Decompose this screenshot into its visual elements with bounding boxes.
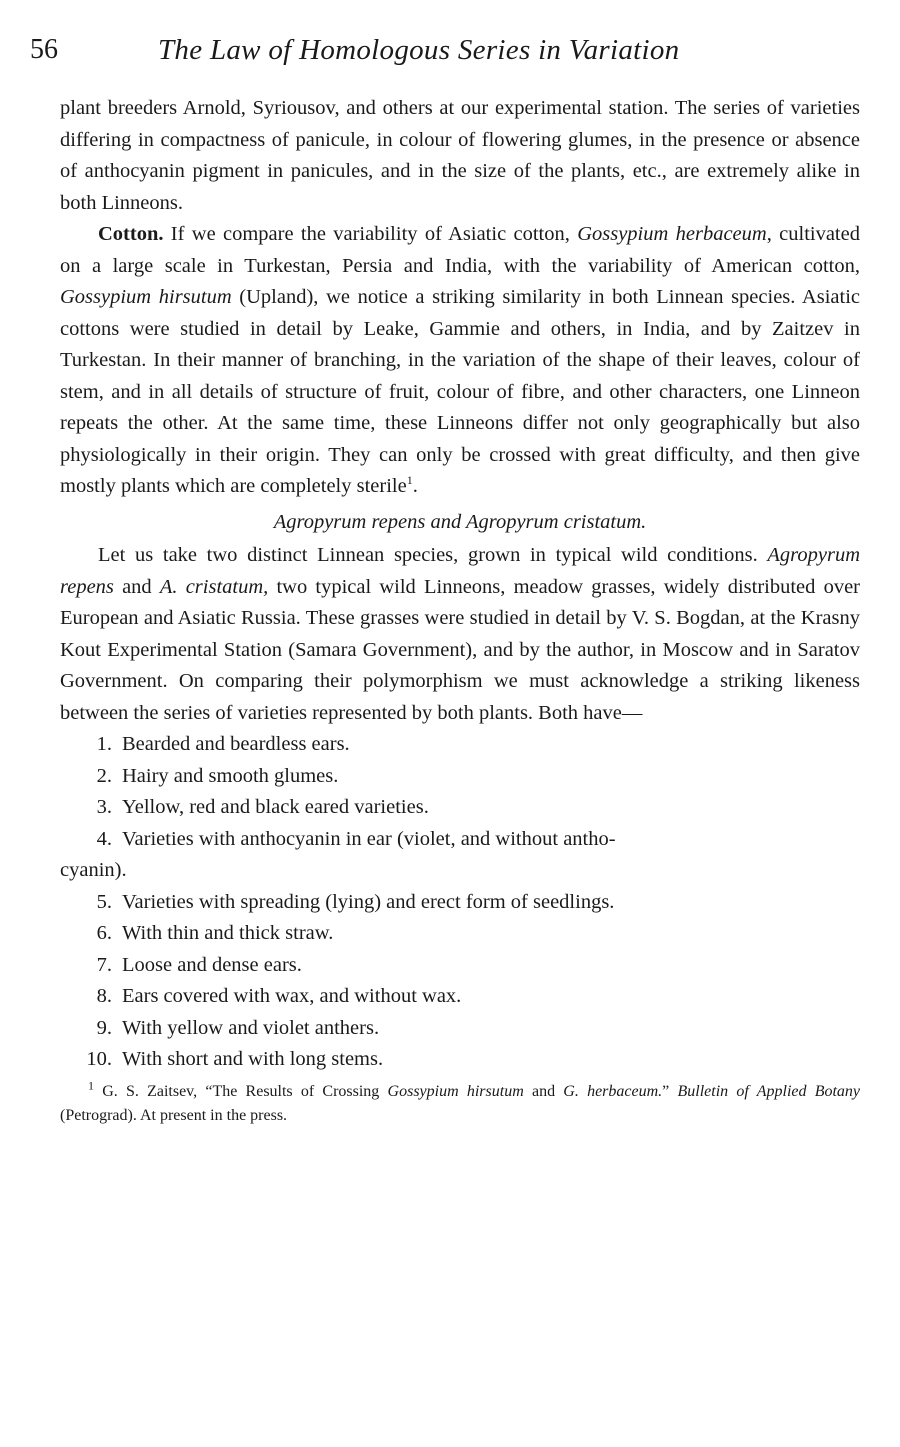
variety-list xyxy=(60,729,860,1076)
footnote xyxy=(60,1080,860,1128)
text-run: (Petrograd). At present in the press. xyxy=(60,1106,288,1124)
list-item xyxy=(60,792,860,824)
list-number: 7. xyxy=(96,953,112,976)
text-run: ” xyxy=(662,1082,678,1100)
page-header xyxy=(30,30,830,70)
body-text xyxy=(60,93,860,1128)
page-number: 56 xyxy=(30,34,58,65)
footnote-marker: 1 xyxy=(88,1078,94,1093)
list-number: 3. xyxy=(96,796,112,818)
species-name: A. cristatum, xyxy=(159,575,269,598)
list-item xyxy=(60,981,860,1013)
species-name: Agropyrum repens xyxy=(60,544,860,598)
list-text: Varieties with spreading (lying) and erect form of seedlings. xyxy=(122,890,615,913)
list-text: Hairy and smooth glumes. xyxy=(122,764,339,787)
text-run: and xyxy=(113,575,160,598)
list-text: With yellow and violet anthers. xyxy=(122,1016,380,1039)
list-text: With short and with long stems. xyxy=(122,1048,384,1070)
list-text: Ears covered with wax, and without wax. xyxy=(122,985,462,1007)
footnote-reference[interactable]: 1 xyxy=(406,473,413,488)
list-number: 9. xyxy=(96,1016,112,1039)
species-name: Gossypium hirsutum xyxy=(60,286,232,308)
list-text: Loose and dense ears. xyxy=(122,953,302,976)
list-item xyxy=(60,950,860,982)
list-item xyxy=(60,1013,860,1045)
list-number: 4. xyxy=(96,827,112,850)
section-heading: Agropyrum repens and Agropyrum cristatum. xyxy=(273,510,647,533)
text-run: (Upland), we notice a striking similarity in both Linnean species. Asiatic cottons were studied in detail by Leake, Gammie and others, in India, and by Zaitzev in Turkestan. In their manner of branching, in the variation of the shape of their leaves, colour of stem, and in all details of structure of fruit, colour of fibre, and other characters, one Linneon repeats the other. At the same time, these Linneons differ not only geographically but also physiologically in their origin. They can only be crossed with great difficulty, and then give mostly plants which are completely sterile xyxy=(60,286,860,497)
text-run: , cultivated on a large scale in Turkestan, Persia and India, with the variability of American cotton, xyxy=(60,223,860,277)
list-number: 8. xyxy=(96,985,112,1007)
list-text: With thin and thick straw. xyxy=(122,922,334,944)
text-run: . xyxy=(412,475,418,497)
list-item xyxy=(60,729,860,761)
list-text: Varieties with anthocyanin in ear (violet, and without antho- xyxy=(122,827,616,850)
list-number: 6. xyxy=(96,922,112,944)
list-item xyxy=(60,824,860,887)
text-run: and xyxy=(523,1082,564,1100)
paragraph-agropyrum xyxy=(60,540,860,729)
list-text: Bearded and beardless ears. xyxy=(122,733,350,755)
list-item xyxy=(60,1044,860,1076)
list-item xyxy=(60,918,860,950)
list-text-continued: cyanin). xyxy=(60,859,127,881)
species-name: Gossypium hirsutum xyxy=(387,1082,524,1100)
list-number: 10. xyxy=(86,1048,112,1070)
list-item xyxy=(60,887,860,919)
list-text: Yellow, red and black eared varieties. xyxy=(122,796,429,818)
run-in-heading-cotton: Cotton. xyxy=(98,223,164,245)
text-run: two typical wild Linneons, meadow grasses, widely distributed over European and Asiatic Russia. These grasses were studied in detail by V. S. Bogdan, at the Krasny Kout Experimental Station (Samara Government), and by the author, in Moscow and in Saratov Government. On comparing their polymorphism we must acknowledge a striking likeness between the series of varieties represented by both plants. Both have— xyxy=(60,575,860,724)
publication-title: Bulletin of Applied Botany xyxy=(677,1082,861,1100)
list-item xyxy=(60,761,860,793)
species-name: G. herbaceum. xyxy=(563,1082,663,1100)
list-number: 1. xyxy=(96,733,112,755)
text-run: Let us take two distinct Linnean species, grown in typical wild conditions. xyxy=(98,544,768,566)
paragraph-continued: plant breeders Arnold, Syriousov, and others at our experimental station. The series of varieties differing in compactness of panicule, in colour of flowering glumes, in the presence or absence of anthocyanin pigment in panicules, and in the size of the plants, etc., are extremely alike in both Linneons. xyxy=(60,97,860,214)
list-number: 2. xyxy=(96,764,112,787)
running-title: The Law of Homologous Series in Variation xyxy=(158,34,680,66)
text-run: G. S. Zaitsev, “The Results of Crossing xyxy=(94,1082,388,1100)
species-name: Gossypium herbaceum xyxy=(577,223,767,245)
text-run: If we compare the variability of Asiatic cotton, xyxy=(163,223,578,245)
paragraph-cotton xyxy=(60,219,860,503)
list-number: 5. xyxy=(96,890,112,913)
